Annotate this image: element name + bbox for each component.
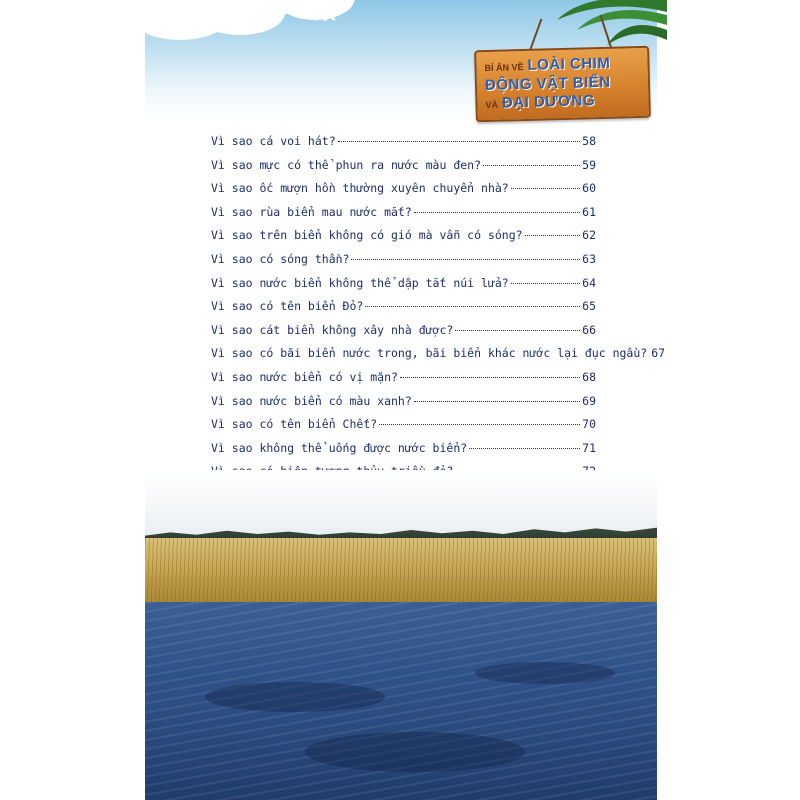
toc-row bbox=[211, 417, 596, 441]
toc-title: Vì sao cát biển không xây nhà được? bbox=[211, 322, 454, 337]
toc-row bbox=[211, 441, 596, 465]
reed-field bbox=[145, 538, 657, 604]
sign-small-text: BÍ ẨN VỀ bbox=[484, 62, 524, 74]
toc-page-number: 69 bbox=[582, 393, 596, 408]
toc-row bbox=[211, 228, 596, 252]
toc-leader-dots bbox=[483, 165, 580, 166]
book-page bbox=[145, 0, 666, 800]
toc-row bbox=[211, 370, 596, 394]
sign-small-text: VÀ bbox=[485, 99, 499, 111]
toc-page-number: 66 bbox=[582, 322, 596, 337]
toc-title: Vì sao có tên biển Đỏ? bbox=[211, 299, 364, 314]
toc-page-number: 64 bbox=[582, 275, 596, 290]
toc-page-number: 70 bbox=[582, 417, 596, 432]
wave-shadow bbox=[205, 682, 385, 712]
toc-leader-dots bbox=[400, 377, 580, 378]
water-surface bbox=[145, 602, 657, 800]
toc-leader-dots bbox=[511, 283, 580, 284]
toc-row bbox=[211, 346, 666, 370]
toc-leader-dots bbox=[414, 401, 580, 402]
toc-row bbox=[211, 134, 596, 158]
toc-page-number: 67 bbox=[651, 346, 666, 361]
toc-leader-dots bbox=[414, 212, 580, 213]
sign-title-text: ĐỘNG VẬT BIỂN bbox=[484, 73, 611, 95]
toc-title: Vì sao ốc mượn hồn thường xuyên chuyển nhà? bbox=[211, 181, 509, 196]
toc-row bbox=[211, 299, 596, 323]
toc-title: Vì sao nước biển có vị mặn? bbox=[211, 369, 398, 384]
toc-leader-dots bbox=[455, 330, 580, 331]
toc-page-number: 62 bbox=[582, 228, 596, 243]
toc-title: Vì sao có tên biển Chết? bbox=[211, 417, 378, 432]
book-title-sign bbox=[474, 46, 651, 123]
toc-page-number: 59 bbox=[582, 157, 596, 172]
toc-page-number: 61 bbox=[582, 204, 596, 219]
toc-page-number: 63 bbox=[582, 251, 596, 266]
toc-row bbox=[211, 205, 596, 229]
sign-title-text: LOÀI CHIM bbox=[527, 54, 611, 74]
toc-leader-dots bbox=[511, 188, 580, 189]
sign-title-text: ĐẠI DƯƠNG bbox=[501, 92, 596, 112]
toc-page-number: 58 bbox=[582, 134, 596, 148]
toc-row bbox=[211, 252, 596, 276]
toc-title: Vì sao không thể uống được nước biển? bbox=[211, 440, 468, 455]
landscape-sky bbox=[145, 470, 657, 540]
toc-page-number: 68 bbox=[582, 369, 596, 384]
toc-title: Vì sao rùa biển mau nước mắt? bbox=[211, 204, 412, 219]
toc-row bbox=[211, 276, 596, 300]
toc-title: Vì sao nước biển không thể dập tắt núi lửa? bbox=[211, 275, 509, 290]
toc-row bbox=[211, 394, 596, 418]
toc-row bbox=[211, 158, 596, 182]
toc-title: Vì sao có bãi biển nước trong, bãi biển khác nước lại đục ngầu? bbox=[211, 346, 648, 361]
toc-page-number: 65 bbox=[582, 299, 596, 314]
toc-leader-dots bbox=[469, 448, 580, 449]
toc-page-number: 60 bbox=[582, 181, 596, 196]
wave-shadow bbox=[305, 732, 525, 772]
toc-leader-dots bbox=[379, 424, 580, 425]
palm-leaves-icon bbox=[547, 0, 667, 50]
toc-leader-dots bbox=[525, 235, 581, 236]
toc-row bbox=[211, 323, 596, 347]
toc-leader-dots bbox=[338, 141, 581, 142]
table-of-contents bbox=[211, 134, 666, 488]
toc-leader-dots bbox=[365, 306, 580, 307]
toc-page-number: 71 bbox=[582, 440, 596, 455]
toc-row bbox=[211, 181, 596, 205]
birds-icon bbox=[165, 6, 365, 36]
toc-title: Vì sao trên biển không có gió mà vẫn có sóng? bbox=[211, 228, 523, 243]
wave-shadow bbox=[475, 662, 615, 684]
toc-title: Vì sao nước biển có màu xanh? bbox=[211, 393, 412, 408]
toc-title: Vì sao cá voi hát? bbox=[211, 134, 336, 148]
toc-leader-dots bbox=[351, 259, 580, 260]
toc-title: Vì sao có sóng thần? bbox=[211, 251, 350, 266]
toc-title: Vì sao mực có thể phun ra nước màu đen? bbox=[211, 157, 482, 172]
